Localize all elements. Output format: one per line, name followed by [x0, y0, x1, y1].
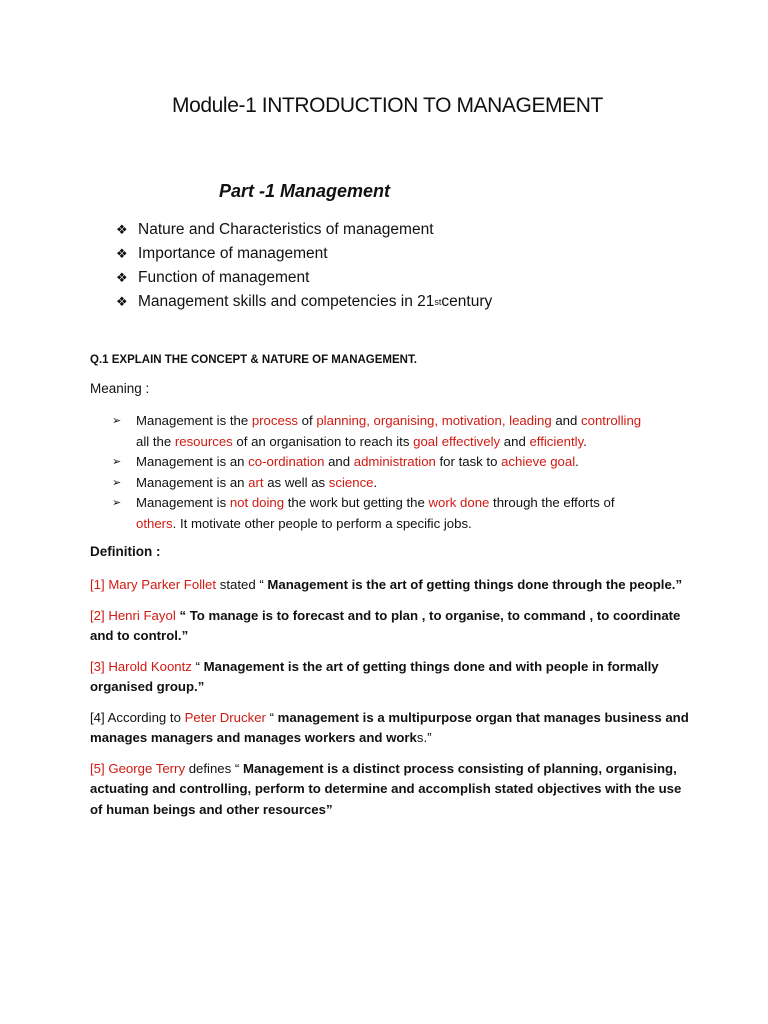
definition-item: [1] Mary Parker Follet stated “ Management is the art of getting things done through the people.” [90, 577, 683, 592]
author-name: [1] Mary Parker Follet [90, 577, 217, 592]
diamond-bullet-icon: ❖ [116, 222, 128, 237]
definition-quote: Management is a distinct process consisting of planning, organising, actuating and controlling, perform to determine and accomplish stated objectives with the use of human beings and other resources” [90, 760, 682, 817]
diamond-bullet-icon: ❖ [116, 270, 128, 285]
definition-item: [4] According to Peter Drucker “ management is a multipurpose organ that manages business and manages managers and manages workers and works.” [90, 709, 689, 745]
meaning-label: Meaning : [90, 381, 150, 396]
topic-item: ❖ Function of management [116, 269, 310, 286]
definition-item [90, 606, 690, 647]
topic-list [116, 218, 636, 314]
meaning-point: ➢ Management is the process of planning, organising, motivation, leading and controlling all the resources of an organisation to reach its goal effectively and efficiently. [112, 413, 642, 449]
diamond-bullet-icon: ❖ [116, 294, 128, 309]
topic-item: ❖ Management skills and competencies in 21 st century [116, 293, 493, 310]
topic-item: ❖ Nature and Characteristics of management [116, 221, 434, 238]
definition-label: Definition : [90, 544, 161, 559]
definition-quote: “ To manage is to forecast and to plan , to organise, to command , to coordinate and to control.” [90, 607, 681, 643]
author-name: [2] Henri Fayol [90, 607, 176, 623]
definition-item: [5] George Terry defines “ Management is a distinct process consisting of planning, organising, actuating and controlling, perform to determine and accomplish stated objectives with the use of human beings and other resources” [90, 760, 682, 817]
meaning-point: ➢ Management is an art as well as science. [112, 473, 692, 494]
author-name: Peter Drucker [184, 709, 266, 725]
arrow-bullet-icon: ➢ [112, 415, 122, 427]
part-heading: Part -1 Management [219, 181, 391, 201]
arrow-bullet-icon: ➢ [112, 476, 122, 489]
diamond-bullet-icon: ❖ [116, 246, 128, 261]
topic-item: ❖ Importance of management [116, 245, 328, 262]
ordinal-suffix: st [434, 297, 442, 307]
meaning-point: ➢ Management is an co-ordination and administration for task to achieve goal. [112, 452, 692, 473]
arrow-bullet-icon: ➢ [112, 497, 122, 509]
meaning-points [112, 411, 692, 534]
definition-list [90, 575, 690, 830]
page-title: Module-1 INTRODUCTION TO MANAGEMENT [172, 94, 603, 117]
question-heading: Q.1 EXPLAIN THE CONCEPT & NATURE OF MANAGEMENT. [90, 354, 417, 366]
definition-item: [3] Harold Koontz “ Management is the art of getting things done and with people in formally organised group.” [90, 658, 659, 694]
definition-quote: management is a multipurpose organ that manages business and manages managers and manages workers and work [90, 709, 689, 745]
definition-quote: Management is the art of getting things done and with people in formally organised group.” [90, 658, 659, 694]
definition-quote: Management is the art of getting things done through the people.” [267, 577, 683, 592]
meaning-point: ➢ Management is not doing the work but getting the work done through the efforts of others. It motivate other people to perform a specific jobs. [112, 495, 615, 531]
author-name: [5] George Terry [90, 760, 186, 776]
arrow-bullet-icon: ➢ [112, 456, 122, 468]
author-name: [3] Harold Koontz [90, 658, 192, 674]
